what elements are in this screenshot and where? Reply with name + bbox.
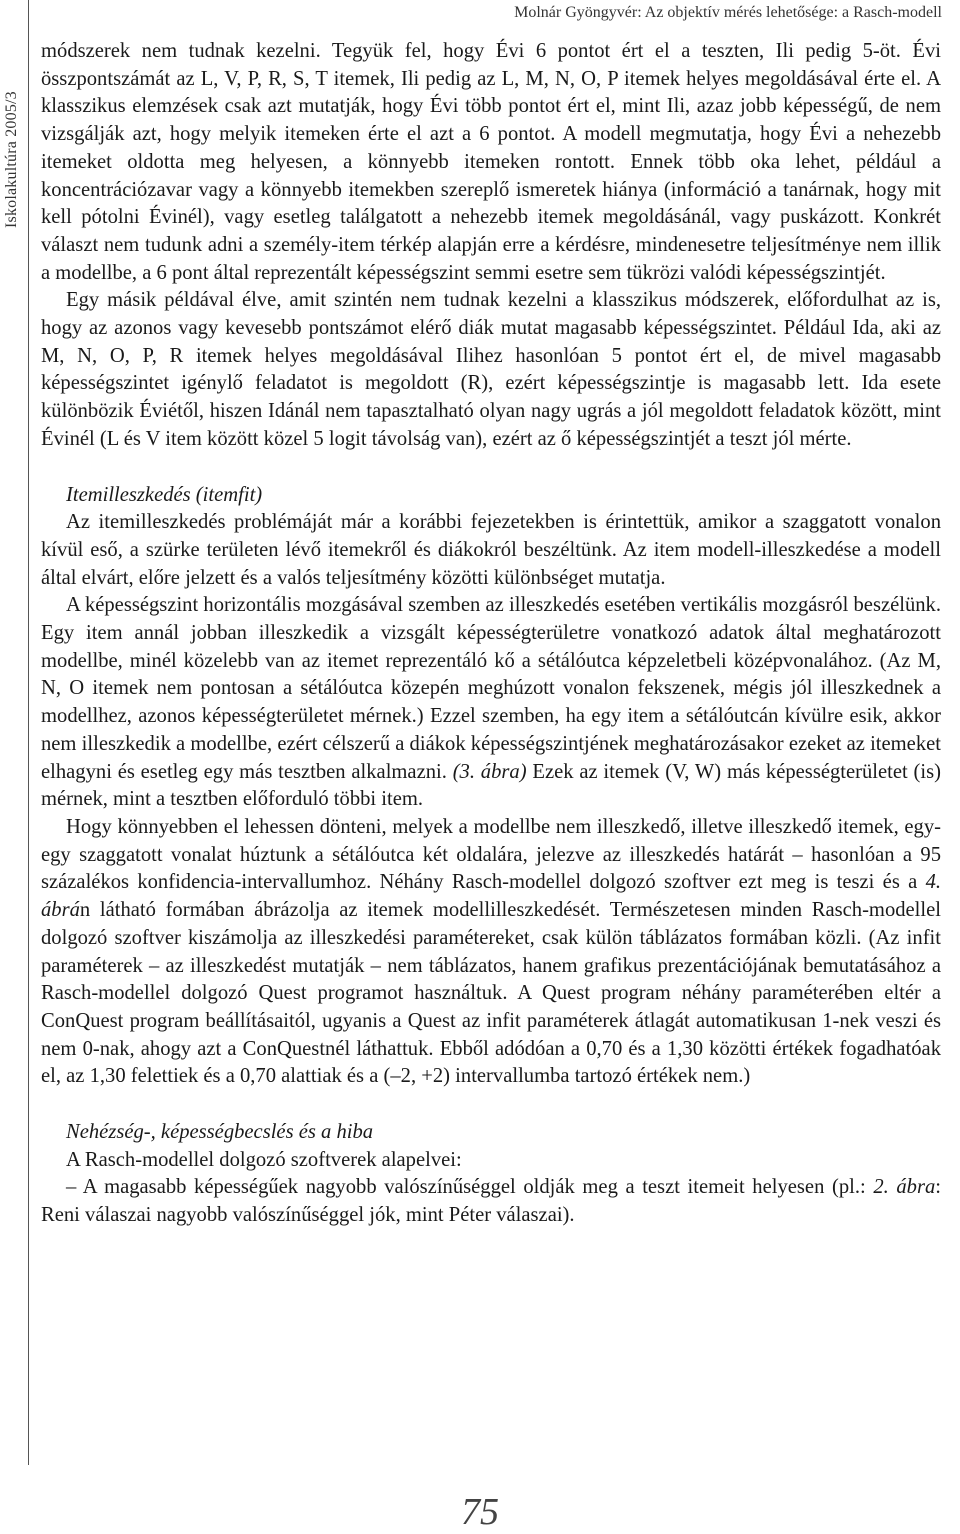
figure-reference: 2. ábra <box>873 1176 936 1199</box>
paragraph-text: A képességszint horizontális mozgásával szemben az illeszkedés esetében vertikális mozgásról beszélünk. Egy item annál jobban illeszkedik a vizsgált képességterületre vonatkozó adatok által meghatározott modellbe, minél közelebb van az itemet reprezentáló kő a sétálóutca képzeletbeli középvonalához. (Az M, N, O itemek nem pontosan a sétálóutca közepén meghúzott vonalon fekszenek, mégis jól illeszkednek a modellhez, azonos képességterületet mérnek.) Ezzel szemben, ha egy item a sétálóutcán kívülre esik, akkor nem illeszkedik a modellbe, ezért célszerű a diákok képességszintjének meghatározásakor ezeket az itemeket elhagyni és esetleg egy más tesztben alkalmazni. <box>41 594 941 783</box>
paragraph-text: – A magasabb képességűek nagyobb valószínűséggel oldják meg a teszt itemeit helyesen (pl.: <box>66 1176 866 1199</box>
section-gap <box>41 454 941 482</box>
margin-rule <box>28 0 29 1465</box>
paragraph <box>41 592 941 814</box>
paragraph: A Rasch-modellel dolgozó szoftverek alapelvei: <box>66 1148 462 1171</box>
paragraph: módszerek nem tudnak kezelni. Tegyük fel, hogy Évi 6 pontot ért el a teszten, Ili pedig 5-öt. Évi összpontszámát az L, V, P, R, S, T itemek, Ili pedig az L, M, N, O, P itemek helyes megoldásával érte el. A klasszikus elemzések csak azt mutatják, hogy Évi több pontot ért el, mint Ili, azaz jobb képességű, de nem vizsgálják azt, hogy melyik itemeken érte el azt a 6 pontot. A modell megmutatja, hogy Évi a nehezebb itemeket oldotta meg helyesen, a könnyebb itemeken rontott. Ennek több oka lehet, például a koncentrációzavar vagy a könnyebb itemekben szereplő ismeretek hiánya (információ a tanárnak, hogy mit kell pótolni Évinél), vagy esetleg találgatott a nehezebb itemek megoldásánál, vagy puskázott. Konkrét választ nem tudunk adni a személy-item térkép alapján erre a kérdésre, mindenesetre teljesítménye nem illik a modellbe, a 6 pont által reprezentált képességszint semmi esetre sem tükrözi valódi képességszintjét. <box>41 40 941 284</box>
paragraph <box>41 814 941 1091</box>
journal-label: Iskolakultúra 2005/3 <box>3 91 20 228</box>
running-title: Molnár Gyöngyvér: Az objektív mérés lehetősége: a Rasch-modell <box>514 4 942 21</box>
paragraph: Egy másik példával élve, amit szintén nem tudnak kezelni a klasszikus módszerek, előfordulhat az is, hogy az azonos vagy kevesebb pontszámot elérő diák mutat magasabb képességszintet. Például Ida, aki az M, N, O, P, R itemek helyes megoldásával Ilihez hasonlóan 5 pontot ért el, de mivel magasabb képességszintet igénylő feladatot is megoldott (R), ezért képességszintje is magasabb lett. Ida esete különbözik Éviétől, hiszen Idánál nem tapasztalható olyan nagy ugrás a jól megoldott feladatok között, mint Évinél (L és V item között közel 5 logit távolság van), ezért az ő képességszintjét a teszt jól mérte. <box>41 289 941 450</box>
paragraph: Az itemilleszkedés problémáját már a korábbi fejezetekben is érintettük, amikor a szaggatott vonalon kívül eső, a szürke területen lévő itemekről és diákokról beszéltünk. Az item modell-illeszkedése a modell által elvárt, előre jelzett és a valós teljesítmény közötti különbséget mutatja. <box>41 511 941 589</box>
paragraph-text: n látható formában ábrázolja az itemek modellilleszkedését. Természetesen minden Rasch-modellel dolgozó szoftver kiszámolja az illeszkedési paramétereket, csak külön táblázatos formában közli. (Az infit paraméterek – az illeszkedést mutatják – nem táblázatos, hanem grafikus prezentációjának bemutatásához a Rasch-modellel dolgozó Quest programot használtuk. A Quest program néhány paraméterében eltér a ConQuest program beállításaitól, ugyanis a Quest az infit paraméterek átlagát automatikusan 1-nek veszi és nem 0-nak, ahogy azt a ConQuestnél láthattuk. Ebből adódóan a 0,70 és a 1,30 közötti értékek fogadhatóak el, az 1,30 felettiek és a 0,70 alattiak és a (–2, +2) intervallumba tartozó értékek nem.) <box>41 899 941 1088</box>
section-heading-estimation: Nehézség-, képességbecslés és a hiba <box>66 1121 374 1144</box>
figure-reference: (3. ábra) <box>452 760 527 783</box>
section-heading-itemfit: Itemilleszkedés (itemfit) <box>66 483 263 506</box>
figure-reference: 4. ábrá <box>41 871 942 922</box>
paragraph-text: : Reni válaszai nagyobb valószínűséggel jók, mint Péter válaszai). <box>41 1176 941 1227</box>
section-gap <box>41 1091 941 1119</box>
list-item <box>41 1174 941 1229</box>
page-body <box>41 38 941 1230</box>
paragraph-text: Ezek az itemek (V, W) más képességterületet (is) mérnek, mint a tesztben előforduló többi item. <box>41 760 941 811</box>
page-number: 75 <box>461 1491 499 1533</box>
paragraph-text: Hogy könnyebben el lehessen dönteni, melyek a modellbe nem illeszkedő, illetve illeszkedő itemek, egy-egy szaggatott vonalat húztunk a sétálóutca két oldalára, jelezve az illeszkedés határát – hasonlóan a 95 százalékos konfidencia-intervallumhoz. Néhány Rasch-modellel dolgozó szoftver ezt meg is teszi és a <box>41 815 941 894</box>
